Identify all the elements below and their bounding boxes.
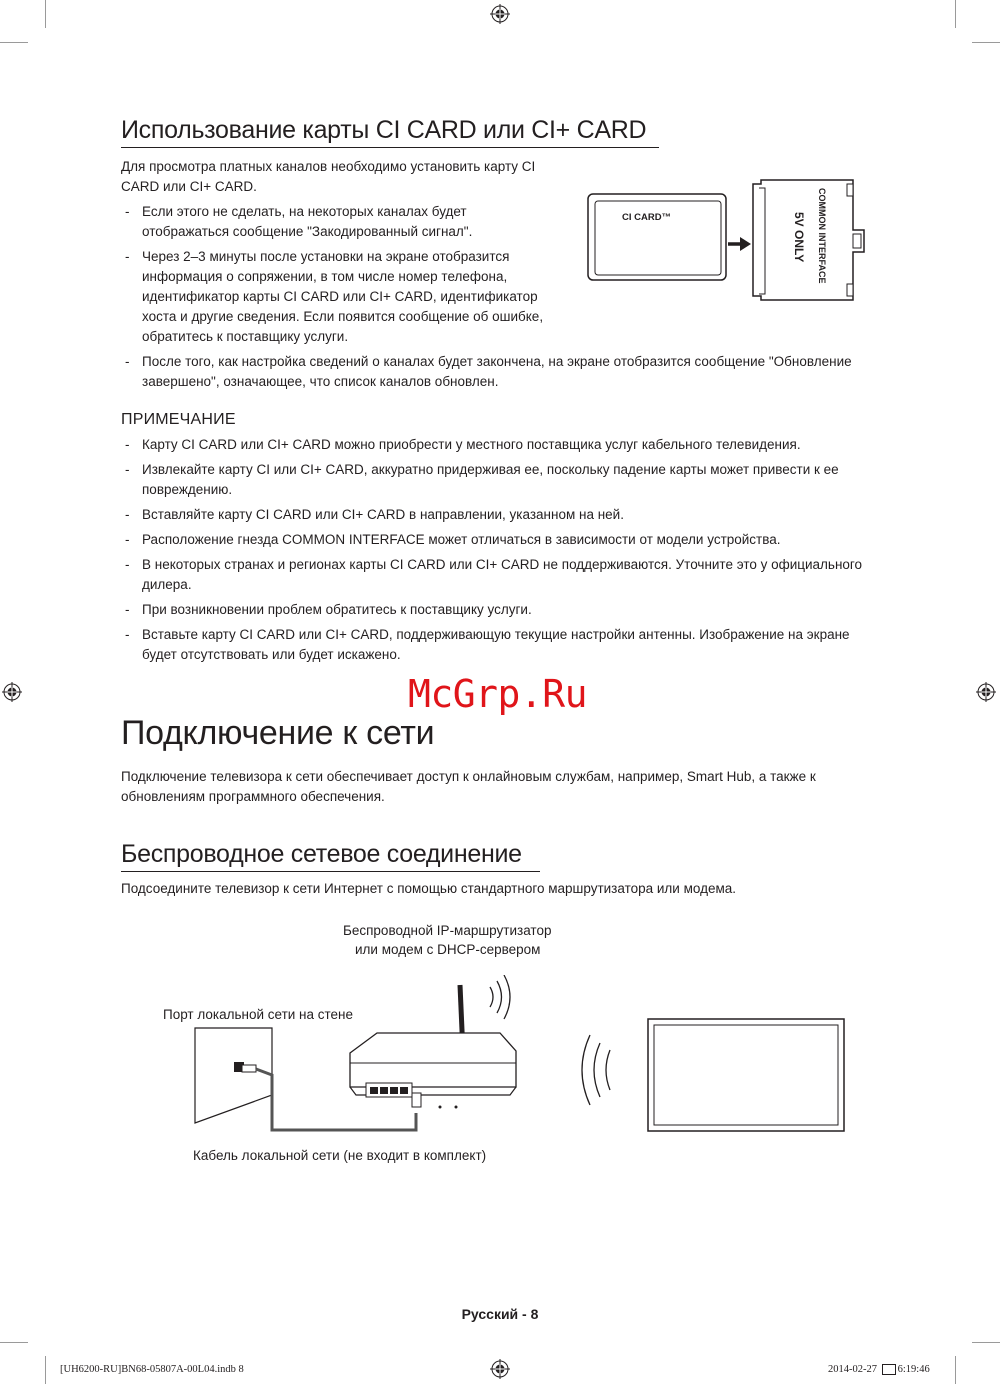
print-date	[828, 1364, 930, 1375]
ci-card-list-short	[121, 202, 553, 352]
list-item: - Извлекайте карту CI или CI+ CARD, аккуратно придерживая ее, поскольку падение карты может привести к ее повреждению.	[121, 460, 881, 500]
list-item: - Карту CI CARD или CI+ CARD можно приобрести у местного поставщика услуг кабельного телевидения.	[121, 435, 881, 455]
ci-card-insertion-illustration	[585, 178, 885, 306]
section-title-network: Подключение к сети	[121, 714, 435, 752]
page-number: Русский - 8	[461, 1306, 539, 1322]
glyph-icon	[882, 1364, 896, 1375]
crop-mark	[0, 1342, 28, 1343]
note-title: ПРИМЕЧАНИЕ	[121, 411, 236, 428]
registration-mark-icon	[976, 682, 996, 702]
list-item: - Если этого не сделать, на некоторых каналах будет отображаться сообщение "Закодированный сигнал".	[121, 202, 553, 242]
wireless-intro: Подсоедините телевизор к сети Интернет с помощью стандартного маршрутизатора или модема.	[121, 881, 737, 896]
crop-mark	[45, 0, 46, 28]
crop-mark	[955, 1356, 956, 1384]
crop-mark	[0, 42, 28, 43]
wall-port-icon	[195, 1028, 272, 1123]
crop-mark	[45, 1356, 46, 1384]
router-label-2: или модем с DHCP-сервером	[355, 942, 541, 957]
list-item: - Вставляйте карту CI CARD или CI+ CARD в направлении, указанном на ней.	[121, 505, 881, 525]
crop-mark	[955, 0, 956, 28]
list-item: - Через 2–3 минуты после установки на экране отобразится информация о сопряжении, в том числе номер телефона, идентификатор карты CI CARD или CI+ CARD, идентификатор хоста и другие сведения. Если появится сообщение об ошибке, обратитесь к поставщику услуги.	[121, 247, 553, 347]
network-intro: Подключение телевизора к сети обеспечивает доступ к онлайновым службам, например, Smart Hub, а также к обновлениям программного обеспечения.	[121, 769, 816, 804]
ci-card-label: CI CARD™	[622, 212, 672, 223]
router-label: Беспроводной IP-маршрутизатор	[343, 923, 552, 938]
note-list	[121, 435, 881, 670]
tv-wifi-signal-icon	[582, 1035, 610, 1105]
cable-label: Кабель локальной сети (не входит в комплект)	[193, 1148, 487, 1163]
registration-mark-icon	[2, 682, 22, 702]
arrow-right-icon	[728, 237, 751, 251]
print-date-value: 2014-02-27	[828, 1364, 880, 1375]
registration-mark-icon	[490, 1359, 510, 1379]
slot-label-common-interface: COMMON INTERFACE	[817, 188, 827, 284]
tv-icon	[648, 1019, 844, 1131]
wireless-connection-diagram	[190, 975, 850, 1145]
ci-card-icon	[588, 194, 726, 280]
crop-mark	[972, 1342, 1000, 1343]
list-item: - После того, как настройка сведений о каналах будет закончена, на экране отобразится сообщение "Обновление завершено", означающее, что список каналов обновлен.	[121, 352, 891, 392]
slot-label-5v-only: 5V ONLY	[792, 212, 806, 263]
section-title-ci-card: Использование карты CI CARD или CI+ CARD	[121, 116, 659, 148]
section-title-wireless: Беспроводное сетевое соединение	[121, 840, 540, 872]
list-item: - Расположение гнезда COMMON INTERFACE может отличаться в зависимости от модели устройства.	[121, 530, 881, 550]
watermark: McGrp.Ru	[408, 672, 588, 716]
list-item: - Вставьте карту CI CARD или CI+ CARD, поддерживающую текущие настройки антенны. Изображение на экране будет отсутствовать или будет искажено.	[121, 625, 881, 665]
registration-mark-icon	[490, 4, 510, 24]
list-item: - В некоторых странах и регионах карты CI CARD или CI+ CARD не поддерживаются. Уточните это у официального дилера.	[121, 555, 881, 595]
common-interface-slot-icon	[753, 180, 864, 300]
list-item: - При возникновении проблем обратитесь к поставщику услуги.	[121, 600, 881, 620]
print-time-value: 6:19:46	[897, 1364, 930, 1375]
router-wifi-signal-icon	[490, 975, 510, 1019]
file-name: [UH6200-RU]BN68-05807A-00L04.indb 8	[60, 1364, 244, 1375]
ci-card-list-wide	[121, 352, 891, 397]
crop-mark	[972, 42, 1000, 43]
wall-port-label: Порт локальной сети на стене	[163, 1007, 354, 1022]
ci-card-intro: Для просмотра платных каналов необходимо установить карту CI CARD или CI+ CARD.	[121, 159, 536, 194]
